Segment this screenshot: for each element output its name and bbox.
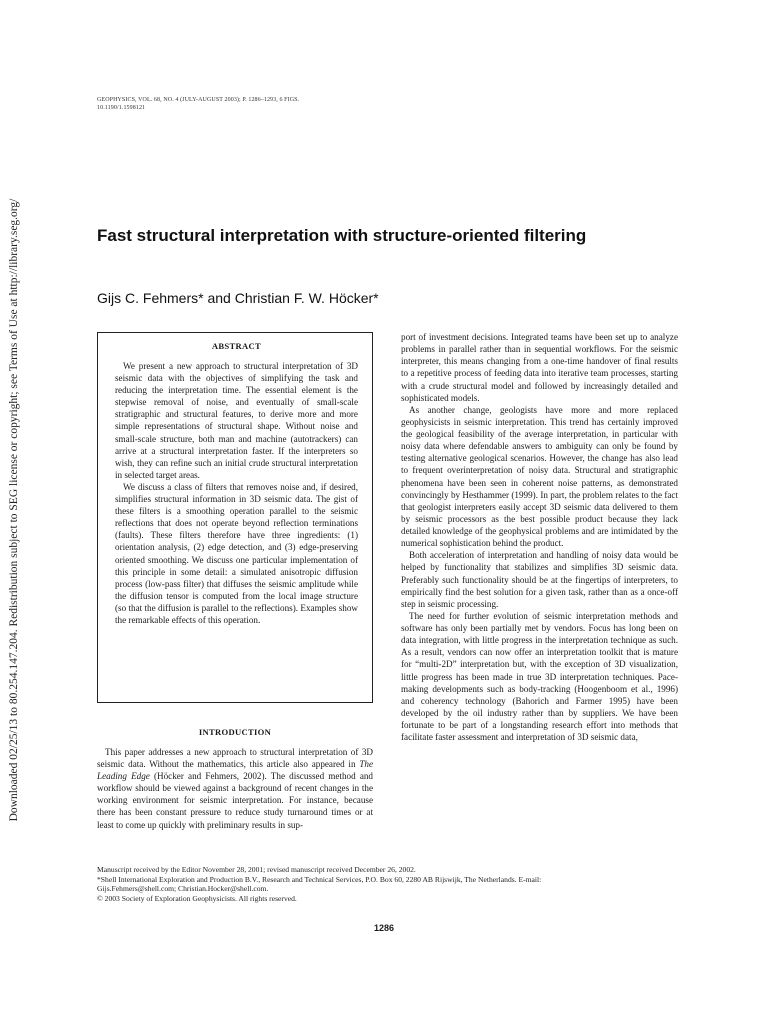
author-affiliation: *Shell International Exploration and Production B.V., Research and Technical Services, P.O. Box 60, 2280 AB Rijswijk, The Netherlands. E-mail:: [97, 874, 542, 884]
introduction-paragraph: [97, 746, 373, 831]
journal-citation: GEOPHYSICS, VOL. 68, NO. 4 (JULY-AUGUST 2003); P. 1286–1293, 6 FIGS.: [97, 97, 300, 103]
page-number: 1286: [373, 923, 395, 933]
body-paragraph: Both acceleration of interpretation and handling of noisy data would be helped by functionality that stabilizes and simplifies 3D seismic data. Preferably such functionality should be at the fingertips of interpreters, to empirically find the best solution for a given task, rather than as a once-off step in seismic processing.: [401, 550, 678, 609]
paper-title: Fast structural interpretation with structure-oriented filtering: [97, 226, 587, 245]
footnotes: [97, 865, 697, 903]
abstract-paragraph: We discuss a class of filters that removes noise and, if desired, simplifies structural information in 3D seismic data. The gist of these filters is a smoothing operation parallel to the seismic reflections that does not operate beyond reflection terminations (faults). These filters therefore have three ingredients: (1) orientation analysis, (2) edge detection, and (3) edge-preserving oriented smoothing. We discuss one particular implementation of this principle in some detail: a simulated anisotropic diffusion process (low-pass filter) that diffuses the seismic amplitude while the diffusion tensor is computed from the local image structure (so that the diffusion is parallel to the reflections). Examples show the remarkable effects of this operation.: [115, 481, 358, 625]
body-paragraph: port of investment decisions. Integrated teams have been set up to analyze problems in parallel rather than in sequential workflows. For the seismic interpreter, this means changing from a one-time handover of final results to a repetitive process of feeding data into iterative team processes, starting with a crude structural model and followed by increasingly detailed and sophisticated models.: [401, 332, 678, 403]
abstract-box: [97, 332, 373, 703]
introduction-section: [97, 727, 373, 831]
body-paragraph: The need for further evolution of seismic interpretation methods and software has only been partially met by vendors. Focus has long been on data integration, with little progress in the interpretation technique as such. As a result, vendors can now offer an interpretation toolkit that is mature for “multi-2D” interpretation but, with the exception of 3D visualization, little progress has been made in true 3D interpretation techniques. Pace-making developments such as body-tracking (Hoogenboom et al., 1996) and coherency technology (Bahorich and Farmer 1995) have been developed by the oil industry rather than by suppliers. We have been fortunate to be part of a longstanding research effort into methods that facilitate faster assessment and interpretation of 3D seismic data,: [401, 610, 678, 743]
right-column: [401, 331, 678, 743]
copyright-notice: © 2003 Society of Exploration Geophysicists. All rights reserved.: [97, 893, 297, 903]
doi: 10.1190/1.1598121: [97, 105, 146, 111]
introduction-heading: INTRODUCTION: [198, 727, 272, 737]
author-emails: Gijs.Fehmers@shell.com; Christian.Hocker@shell.com.: [97, 884, 269, 894]
manuscript-received: Manuscript received by the Editor November 28, 2001; revised manuscript received December 26, 2002.: [97, 865, 416, 874]
intro-text-end: (Höcker and Fehmers, 2002). The discussed method and workflow should be viewed against a background of recent changes in the working environment for seismic interpretation. For instance, because there has been constant pressure to reduce study turnaround times or at least to come up quickly with preliminary results in sup-: [97, 771, 373, 830]
download-watermark: Downloaded 02/25/13 to 80.254.147.204. Redistribution subject to SEG license or copyright; see Terms of Use at http://library.seg.org/: [8, 198, 20, 822]
journal-reference: The Leading Edge: [97, 759, 373, 782]
abstract-paragraph: We present a new approach to structural interpretation of 3D seismic data with the objectives of simplifying the task and reducing the interpretation time. The essential element is the stepwise removal of noise, and eventually of small-scale stratigraphic and structural features, to derive more and more simple representations of structural shape. Without noise and small-scale structure, both man and machine (autotrackers) can arrive at a structural interpretation faster. If the interpreters so wish, they can refine such an initial crude structural interpretation in selected target areas.: [115, 361, 358, 480]
abstract-heading: ABSTRACT: [211, 341, 262, 351]
journal-header: [97, 96, 299, 112]
paper-authors: Gijs C. Fehmers* and Christian F. W. Höcker*: [97, 290, 379, 306]
body-paragraph: As another change, geologists have more and more replaced geophysicists in seismic interpretation. This trend has certainly improved the geological feasibility of the average interpretation, in particular with noisy data where defendable answers to ambiguity can only be found by testing alternative geological scenarios. However, the change has also lead to frequent overinterpretation of noisy data. Structural and stratigraphic phenomena have been seen in coherent noise patterns, as demonstrated convincingly by Hesthammer (1999). In part, the problem relates to the fact that geologist interpreters easily accept 3D seismic data delivered to them by seismic processors as the best possible product because they lack detailed knowledge of the geophysical problems and are intimidated by the numerical sophistication behind the product.: [401, 404, 678, 549]
intro-text-start: This paper addresses a new approach to structural interpretation of 3D seismic data. Without the mathematics, this article also appeared in: [97, 747, 373, 770]
